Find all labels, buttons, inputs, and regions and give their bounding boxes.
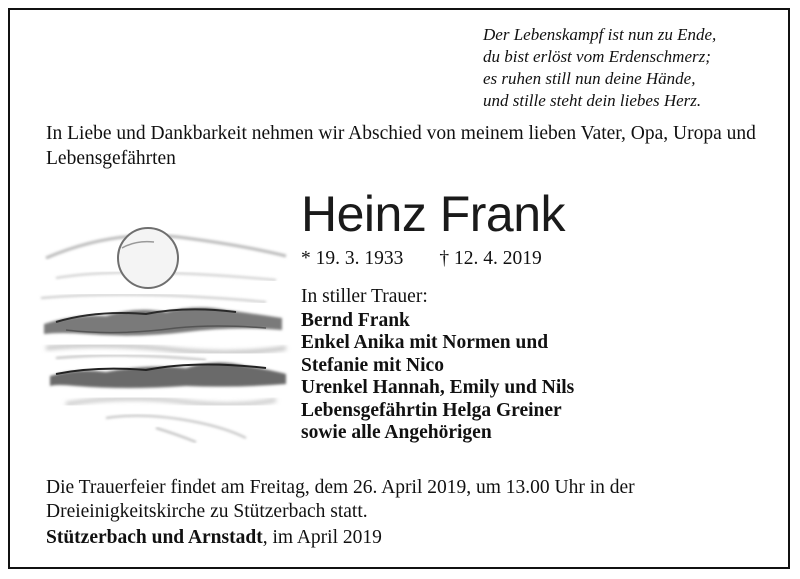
life-dates	[301, 246, 542, 272]
poem-line: Der Lebenskampf ist nun zu Ende,	[483, 25, 717, 44]
poem-line: und stille steht dein liebes Herz.	[483, 91, 702, 110]
mourner-line: Bernd Frank	[301, 309, 410, 331]
intro-text: In Liebe und Dankbarkeit nehmen wir Abschied von meinem lieben Vater, Opa, Uropa und Lebensgefährten	[46, 123, 756, 169]
place-names: Stützerbach und Arnstadt	[46, 527, 263, 548]
mourner-line: Enkel Anika mit Normen und	[301, 332, 549, 353]
ceremony-info: Die Trauerfeier findet am Freitag, dem 26. April 2019, um 13.00 Uhr in der Dreieinigkeitskirche zu Stützerbach statt.	[46, 477, 635, 522]
death-date: † 12. 4. 2019	[439, 248, 542, 269]
sunset-sea-illustration	[36, 218, 294, 446]
mourner-line: sowie alle Angehörigen	[301, 422, 492, 443]
mourner-line: Urenkel Hannah, Emily und Nils	[301, 377, 575, 398]
mourning-heading: In stiller Trauer:	[301, 286, 428, 307]
mourners-block	[301, 286, 574, 445]
birth-date: * 19. 3. 1933	[301, 248, 404, 269]
mourner-line: Lebensgefährtin Helga Greiner	[301, 399, 562, 421]
poem-line: es ruhen still nun deine Hände,	[483, 69, 696, 88]
poem-line: du bist erlöst vom Erdenschmerz;	[483, 47, 711, 66]
place-date: , im April 2019	[262, 527, 382, 548]
poem	[483, 24, 783, 112]
place-date-line	[46, 526, 382, 550]
deceased-name: Heinz Frank	[301, 186, 566, 242]
mourner-line: Stefanie mit Nico	[301, 354, 444, 376]
